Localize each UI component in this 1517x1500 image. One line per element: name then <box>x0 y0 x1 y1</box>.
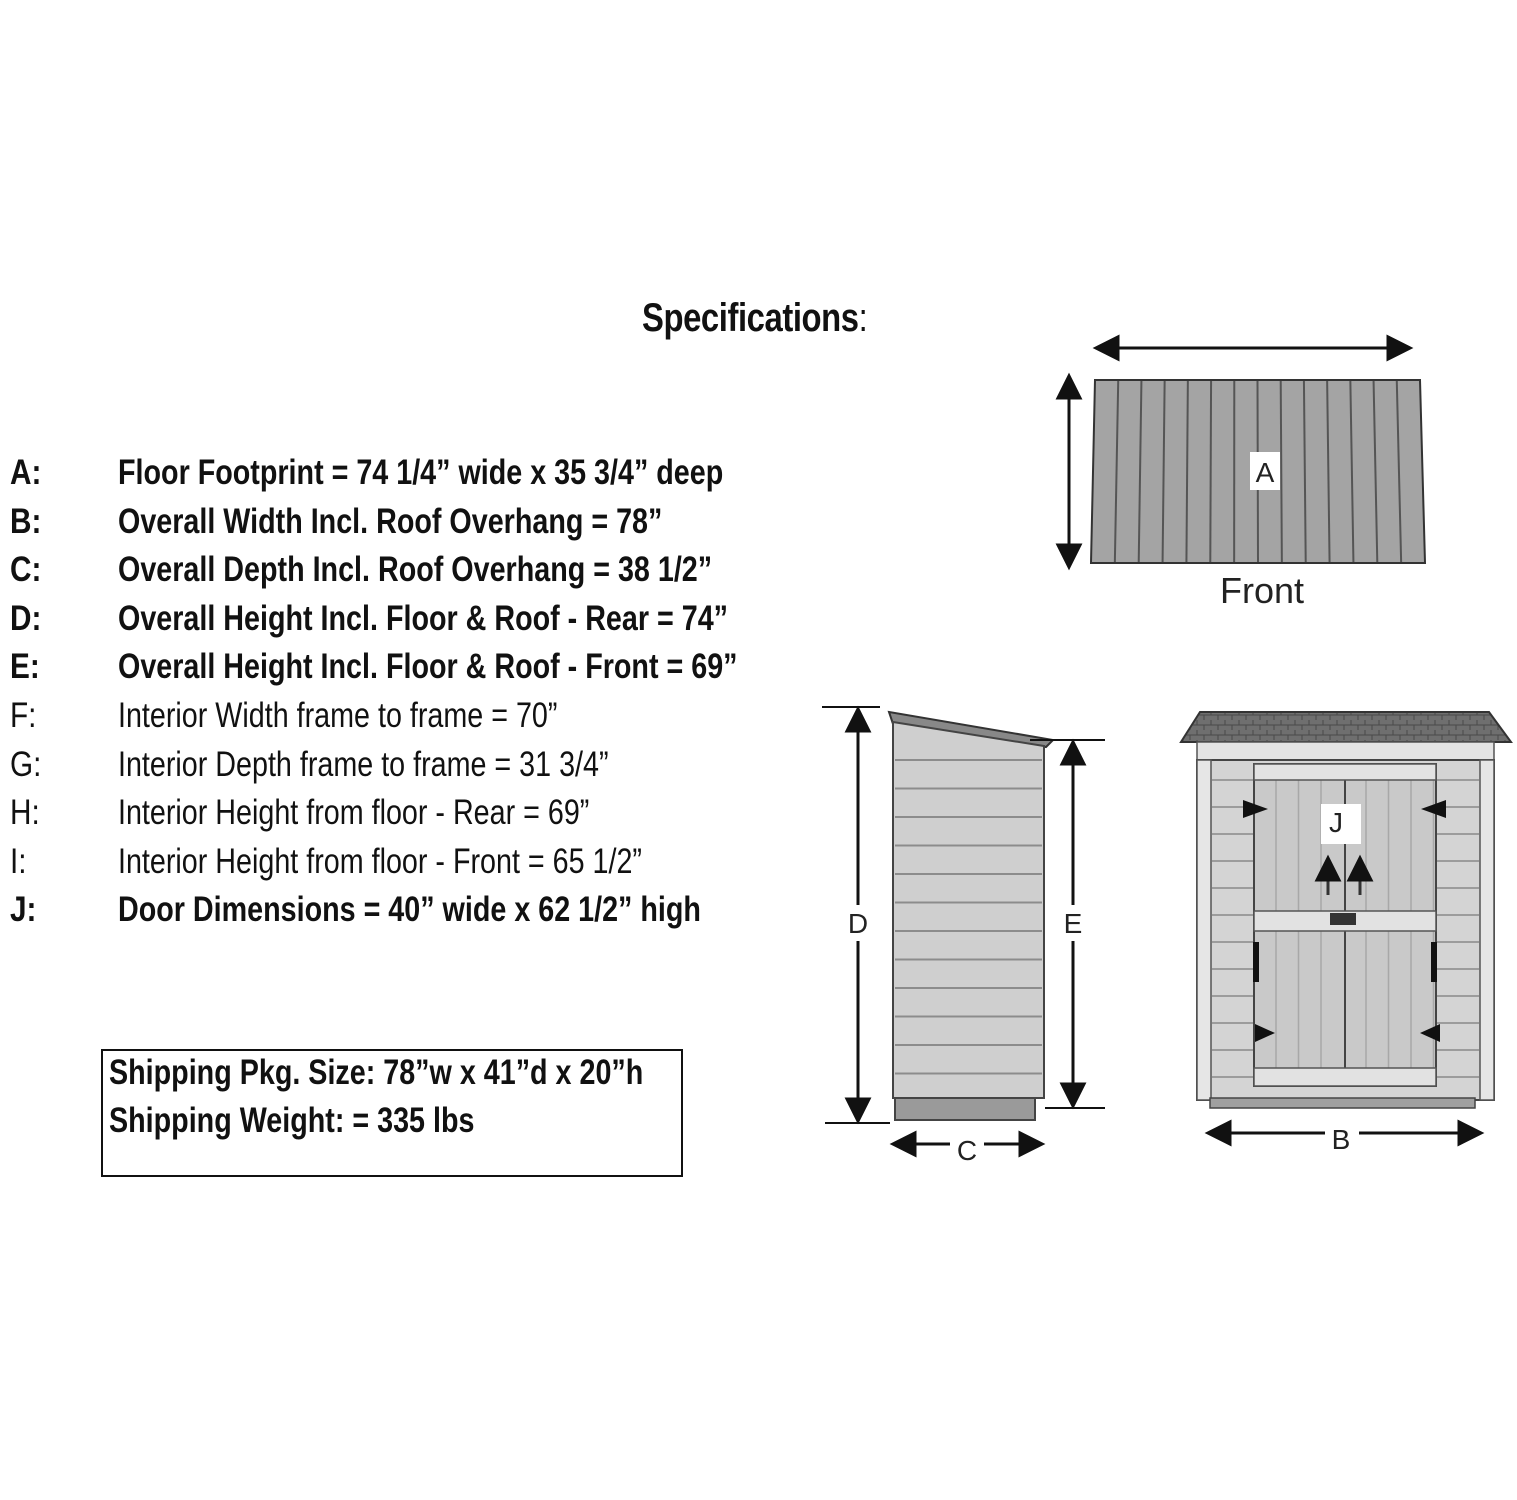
width-label: B <box>1331 1124 1351 1155</box>
side-wall <box>893 722 1044 1098</box>
front-height-label: E <box>1063 908 1083 939</box>
spec-letter: A: <box>10 453 42 492</box>
spec-letter: F: <box>10 696 37 735</box>
spec-text: Interior Depth frame to frame = 31 3/4” <box>118 744 609 784</box>
spec-text: Overall Depth Incl. Roof Overhang = 38 1/2” <box>118 550 713 590</box>
spec-letter: I: <box>10 841 27 881</box>
board-line <box>1281 381 1282 562</box>
front-view <box>1181 712 1511 1155</box>
floor-label: A <box>1255 457 1275 488</box>
spec-letter: B: <box>10 501 42 541</box>
door-latch-icon <box>1330 913 1356 925</box>
spec-text: Interior Height from floor - Front = 65 1/2” <box>118 841 642 881</box>
door-label: J <box>1329 807 1343 838</box>
shipping-weight: Shipping Weight: = 335 lbs <box>109 1101 475 1140</box>
spec-text: Overall Width Incl. Roof Overhang = 78” <box>118 501 663 541</box>
front-roof <box>1181 712 1511 742</box>
spec-text: Interior Height from floor - Rear = 69” <box>118 793 590 833</box>
floor-plan <box>1069 348 1425 611</box>
spec-letter: C: <box>10 550 42 590</box>
spec-letter: H: <box>10 793 40 833</box>
side-view <box>822 707 1105 1166</box>
spec-text: Floor Footprint = 74 1/4” wide x 35 3/4” deep <box>118 453 724 492</box>
double-door <box>1243 764 1446 1086</box>
spec-text: Overall Height Incl. Floor & Roof - Rear = 74” <box>118 598 729 638</box>
board-line <box>1210 381 1211 562</box>
handle-icon <box>1431 942 1437 982</box>
spec-letter: D: <box>10 598 42 638</box>
spec-letter: G: <box>10 744 42 784</box>
roof-fascia <box>1197 742 1494 760</box>
page-title: Specifications: <box>642 296 868 340</box>
spec-letter: E: <box>10 647 40 687</box>
spec-text: Door Dimensions = 40” wide x 62 1/2” high <box>118 890 701 930</box>
depth-label: C <box>956 1135 978 1166</box>
rear-height-label: D <box>847 908 869 939</box>
spec-text: Interior Width frame to frame = 70” <box>118 696 558 735</box>
spec-text: Overall Height Incl. Floor & Roof - Front = 69” <box>118 647 738 687</box>
spec-letter: J: <box>10 890 37 930</box>
shipping-size: Shipping Pkg. Size: 78”w x 41”d x 20”h <box>109 1053 644 1092</box>
front-caption: Front <box>1219 570 1305 611</box>
front-floor <box>1210 1098 1475 1108</box>
handle-icon <box>1253 942 1259 982</box>
side-floor <box>895 1098 1035 1120</box>
